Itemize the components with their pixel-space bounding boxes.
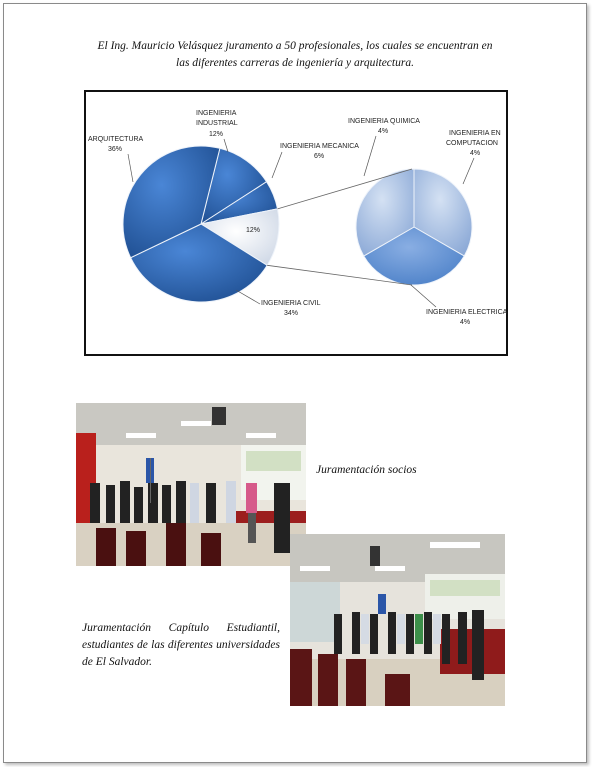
label-industrial-name-1: INGENIERIA <box>196 110 237 117</box>
label-quimica-name: INGENIERIA QUIMICA <box>348 118 420 125</box>
leader-quimica <box>364 136 376 176</box>
caption-photo-2: Juramentación Capítulo Estudiantil, estudiantes de las diferentes universidades de El Salvador. <box>82 622 280 668</box>
main-pie <box>123 146 279 302</box>
caption-photo-1: Juramentación socios <box>316 464 417 476</box>
label-computacion-name-1: INGENIERIA EN <box>449 130 501 137</box>
leader-civil <box>236 290 260 304</box>
label-computacion-value: 4% <box>470 150 481 157</box>
leader-mecanica <box>272 152 282 178</box>
label-electrica-name: INGENIERIA ELECTRICA <box>426 309 508 316</box>
pie-of-pie-chart <box>84 90 508 356</box>
label-electrica-value: 4% <box>460 319 471 326</box>
label-arquitectura-value: 36% <box>108 146 123 153</box>
photo-juramentacion-socios <box>76 403 306 566</box>
chart-svg <box>86 92 510 358</box>
photo-juramentacion-capitulo-estudiantil <box>290 534 505 706</box>
label-industrial-name-2: INDUSTRIAL <box>196 120 238 127</box>
label-computacion-name-2: COMPUTACION <box>446 140 498 147</box>
label-other-value: 12% <box>246 227 261 234</box>
leader-electrica <box>411 285 436 307</box>
label-mecanica-value: 6% <box>314 153 325 160</box>
label-mecanica-name: INGENIERIA MECANICA <box>280 143 359 150</box>
secondary-pie <box>356 169 472 285</box>
leader-computacion <box>463 158 474 184</box>
label-arquitectura-name: ARQUITECTURA <box>88 136 144 143</box>
intro-paragraph <box>60 38 530 72</box>
label-civil-value: 34% <box>284 310 299 317</box>
intro-line-1: El Ing. Mauricio Velásquez juramento a 50 profesionales, los cuales se encuentran en <box>97 40 493 52</box>
intro-line-2: las diferentes carreras de ingeniería y arquitectura. <box>176 57 414 69</box>
label-industrial-value: 12% <box>209 131 224 138</box>
leader-arquitectura <box>128 154 133 182</box>
label-quimica-value: 4% <box>378 128 389 135</box>
label-civil-name: INGENIERIA CIVIL <box>261 300 321 307</box>
